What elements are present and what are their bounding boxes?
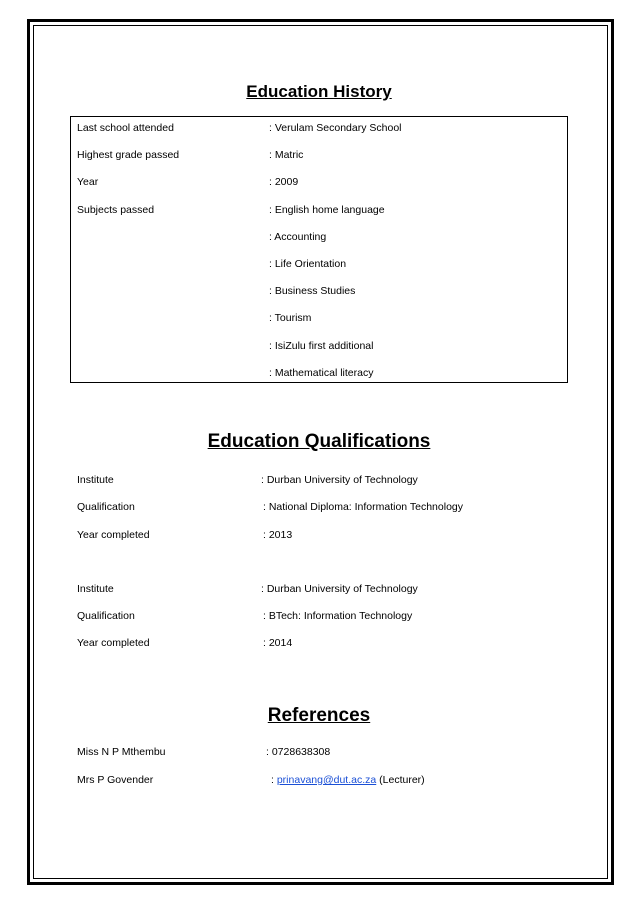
history-value-subject: : Tourism bbox=[269, 312, 312, 324]
qual-label-qualification: Qualification bbox=[77, 501, 135, 513]
history-value-grade: : Matric bbox=[269, 149, 304, 161]
history-value-subject: : IsiZulu first additional bbox=[269, 340, 374, 352]
history-label-school: Last school attended bbox=[77, 122, 174, 134]
qual-value-qualification: : National Diploma: Information Technology bbox=[263, 501, 463, 513]
reference-contact bbox=[271, 773, 425, 787]
history-value-subject: : Business Studies bbox=[269, 285, 356, 297]
qual-value-institute: : Durban University of Technology bbox=[261, 474, 418, 486]
history-label-year: Year bbox=[77, 176, 99, 188]
qual-value-year: : 2013 bbox=[263, 529, 293, 541]
qual-label-institute: Institute bbox=[77, 474, 114, 486]
qual-label-qualification: Qualification bbox=[77, 610, 135, 622]
qual-value-institute: : Durban University of Technology bbox=[261, 583, 418, 595]
qual-value-qualification: : BTech: Information Technology bbox=[263, 610, 413, 622]
education-qualifications-heading: Education Qualifications bbox=[207, 431, 431, 452]
reference-phone: : 0728638308 bbox=[266, 746, 331, 758]
history-value-year: : 2009 bbox=[269, 176, 299, 188]
history-value-school: : Verulam Secondary School bbox=[269, 122, 402, 134]
reference-name: Mrs P Govender bbox=[77, 774, 154, 786]
reference-email-link[interactable]: prinavang@dut.ac.za bbox=[276, 774, 377, 786]
references-heading: References bbox=[267, 705, 371, 726]
education-history-heading: Education History bbox=[246, 82, 392, 101]
history-value-subject: : Accounting bbox=[269, 231, 327, 243]
reference-name: Miss N P Mthembu bbox=[77, 746, 166, 758]
reference-prefix: : bbox=[271, 774, 277, 786]
qual-label-institute: Institute bbox=[77, 583, 114, 595]
history-value-subject: : Life Orientation bbox=[269, 258, 347, 270]
qual-label-year: Year completed bbox=[77, 637, 150, 649]
reference-role: (Lecturer) bbox=[376, 774, 425, 786]
history-label-subjects: Subjects passed bbox=[77, 204, 155, 216]
qual-label-year: Year completed bbox=[77, 529, 150, 541]
history-value-subject: : Mathematical literacy bbox=[269, 367, 374, 379]
qual-value-year: : 2014 bbox=[263, 637, 293, 649]
history-value-subject: : English home language bbox=[269, 204, 385, 216]
history-label-grade: Highest grade passed bbox=[77, 149, 180, 161]
